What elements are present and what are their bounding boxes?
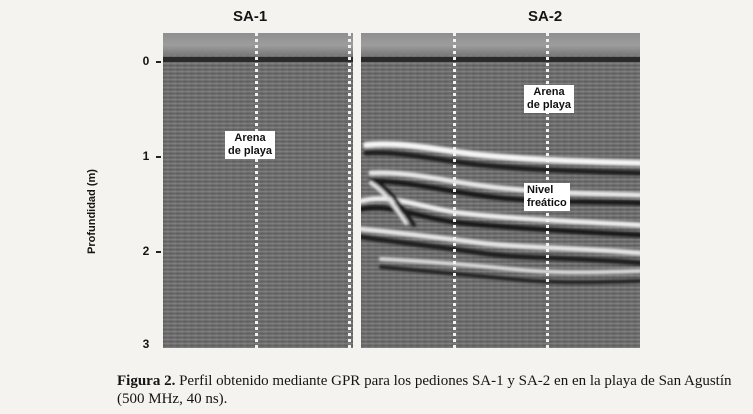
tick-label-2: 2: [142, 244, 150, 258]
surface-reflector: [163, 57, 353, 62]
caption-label: Figura 2.: [117, 373, 176, 389]
trace-marker-line: [348, 33, 351, 348]
label-text: Arena de playa: [228, 132, 273, 157]
axis-title-depth: Profundidad (m): [86, 169, 98, 254]
air-band: [163, 33, 353, 55]
panel-title-sa1: SA-1: [233, 8, 268, 25]
reflector-pattern: [361, 33, 640, 348]
trace-marker-line: [453, 33, 456, 348]
label-arena-de-playa-sa2: [524, 85, 574, 113]
figure-caption: [117, 372, 743, 408]
tick-mark-2: [156, 251, 161, 253]
label-text: Arena de playa: [527, 86, 572, 111]
panel-title-sa2: SA-2: [528, 8, 563, 25]
tick-label-3: 3: [142, 337, 150, 351]
tick-label-1: 1: [142, 149, 150, 163]
label-arena-de-playa-sa1: [225, 131, 275, 159]
label-text: Nivel freático: [527, 184, 567, 209]
tick-label-0: 0: [142, 54, 150, 68]
trace-marker-line: [255, 33, 258, 348]
radargram-sa1: [163, 33, 353, 348]
tick-mark-1: [156, 156, 161, 158]
tick-mark-0: [156, 61, 161, 63]
radargram-sa2: [361, 33, 640, 348]
label-nivel-freatico: [524, 183, 570, 211]
caption-text: Perfil obtenido mediante GPR para los pediones SA-1 y SA-2 en en la playa de San Agustín (500 MHz, 40 ns).: [117, 373, 732, 407]
